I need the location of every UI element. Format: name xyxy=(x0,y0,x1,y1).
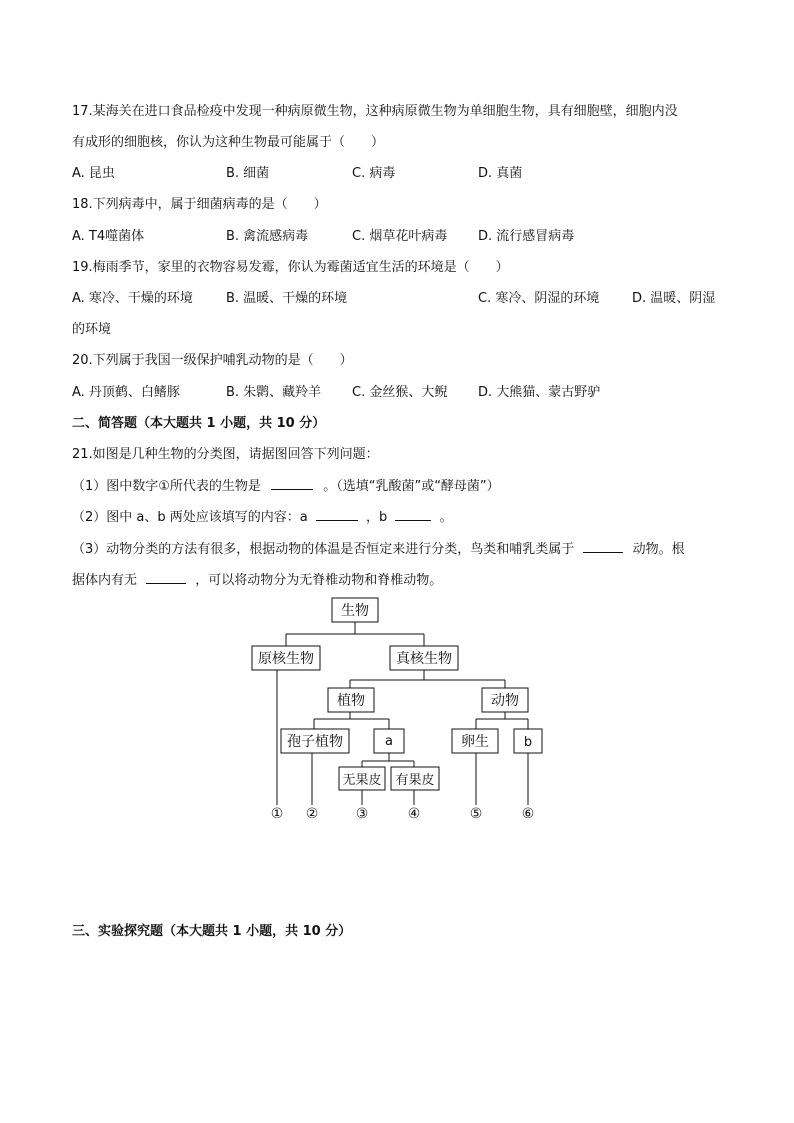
q17-stem-line2: 有成形的细胞核，你认为这种生物最可能属于（ ） xyxy=(72,135,385,150)
q17-option-a: A. 昆虫 xyxy=(72,166,115,181)
number-1: ① xyxy=(270,806,284,822)
label-has-fruit-peel: 有果皮 xyxy=(395,773,435,788)
q21-stem: 21.如图是几种生物的分类图，请据图回答下列问题： xyxy=(72,447,379,462)
q17-option-b: B. 细菌 xyxy=(226,166,270,181)
number-5: ⑤ xyxy=(469,806,483,822)
number-3: ③ xyxy=(355,806,369,822)
q19-option-d-wrap: 的环境 xyxy=(72,322,112,337)
label-oviparous: 卵生 xyxy=(461,734,489,750)
q21-part3-text3: ，可以将动物分为无脊椎动物和脊椎动物。 xyxy=(195,573,443,588)
number-4: ④ xyxy=(407,806,421,822)
q19-stem: 19.梅雨季节，家里的衣物容易发霉，你认为霉菌适宜生活的环境是（ ） xyxy=(72,260,509,275)
q17-stem-line1: 17.某海关在进口食品检疫中发现一种病原微生物，这种病原微生物为单细胞生物，具有细胞壁，细胞内没 xyxy=(72,104,678,119)
q18-stem: 18.下列病毒中，属于细菌病毒的是（ ） xyxy=(72,197,327,212)
section-3-heading: 三、实验探究题（本大题共 1 小题，共 10 分） xyxy=(72,924,352,939)
label-eukaryote: 真核生物 xyxy=(396,651,452,667)
q20-option-b: B. 朱鹮、藏羚羊 xyxy=(226,385,322,400)
q18-option-c: C. 烟草花叶病毒 xyxy=(352,229,448,244)
q21-part2-end: 。 xyxy=(439,510,453,525)
q21-part2-text: （2）图中 a、b 两处应该填写的内容：a xyxy=(72,510,308,525)
number-6: ⑥ xyxy=(521,806,535,822)
q21-part3-text2: 据体内有无 xyxy=(72,573,138,588)
label-root: 生物 xyxy=(341,603,369,619)
label-a: a xyxy=(385,734,393,749)
q19-option-b: B. 温暖、干燥的环境 xyxy=(226,291,348,306)
q20-option-d: D. 大熊猫、蒙古野驴 xyxy=(478,385,601,400)
q20-stem: 20.下列属于我国一级保护哺乳动物的是（ ） xyxy=(72,353,353,368)
q21-part3-text-end: 动物。根 xyxy=(632,542,685,557)
label-prokaryote: 原核生物 xyxy=(258,651,314,667)
q18-option-a: A. T4噬菌体 xyxy=(72,229,145,244)
number-2: ② xyxy=(305,806,319,822)
q18-option-d: D. 流行感冒病毒 xyxy=(478,229,575,244)
label-animal: 动物 xyxy=(491,693,519,709)
q21-part1-text: （1）图中数字①所代表的生物是 xyxy=(72,479,261,494)
label-b: b xyxy=(523,735,533,750)
label-no-fruit-peel: 无果皮 xyxy=(342,773,382,788)
q17-option-c: C. 病毒 xyxy=(352,166,396,181)
q21-part1-hint: 。（选填“乳酸菌”或“酵母菌”） xyxy=(323,479,500,494)
label-plant: 植物 xyxy=(337,693,365,709)
label-spore-plant: 孢子植物 xyxy=(287,734,343,750)
q18-option-b: B. 禽流感病毒 xyxy=(226,229,309,244)
q19-option-a: A. 寒冷、干燥的环境 xyxy=(72,291,193,306)
q19-option-d: D. 温暖、阴湿 xyxy=(632,291,716,306)
q21-part2-b-label: ，b xyxy=(366,510,388,525)
q17-option-d: D. 真菌 xyxy=(478,166,523,181)
q19-option-c: C. 寒冷、阴湿的环境 xyxy=(478,291,600,306)
q21-part3-text: （3）动物分类的方法有很多，根据动物的体温是否恒定来进行分类，鸟类和哺乳类属于 xyxy=(72,542,575,557)
section-2-heading: 二、简答题（本大题共 1 小题，共 10 分） xyxy=(72,416,326,431)
q20-option-c: C. 金丝猴、大鲵 xyxy=(352,385,448,400)
q20-option-a: A. 丹顶鹤、白鳍豚 xyxy=(72,385,180,400)
